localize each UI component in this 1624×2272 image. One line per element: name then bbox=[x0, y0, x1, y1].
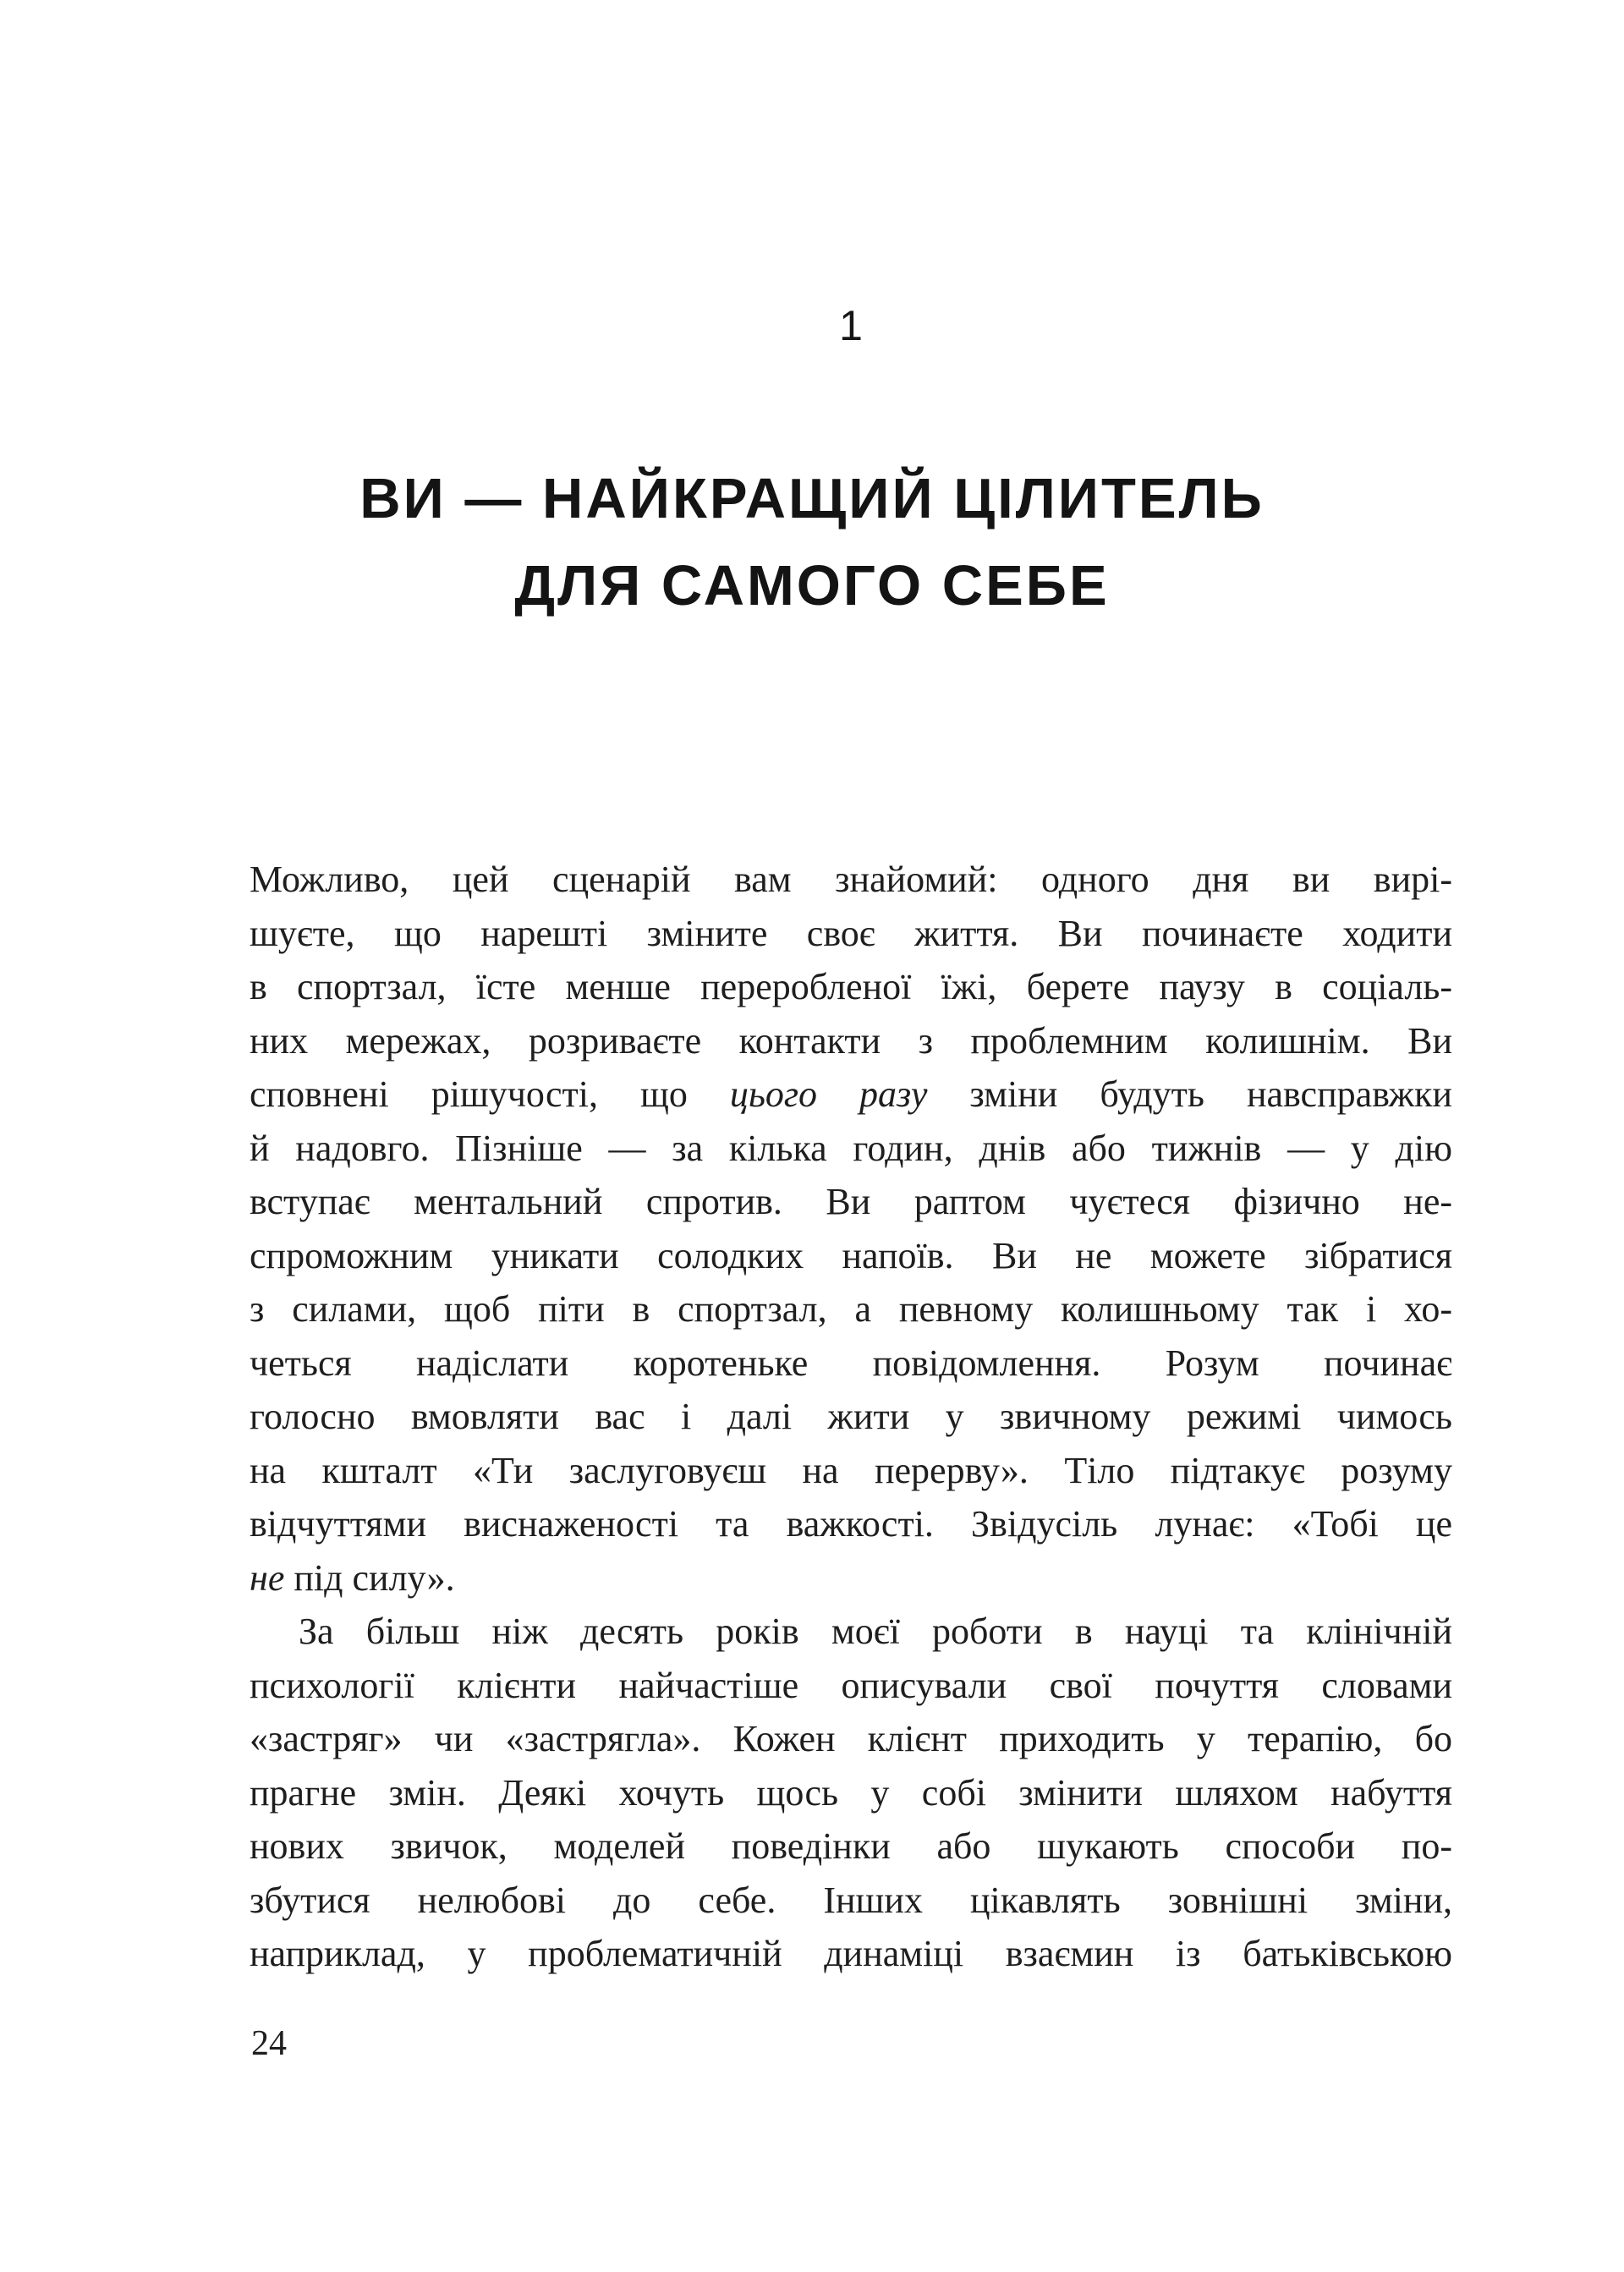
text-line bbox=[250, 1122, 1452, 1176]
text-run: в спортзал, їсте менше переробленої їжі, берете паузу в соціаль- bbox=[250, 966, 1452, 1007]
text-run: зміни будуть навсправжки bbox=[927, 1073, 1452, 1115]
text-line bbox=[250, 1712, 1452, 1766]
page-number: 24 bbox=[251, 2024, 287, 2063]
text-line bbox=[250, 1605, 1452, 1659]
text-run: них мережах, розриваєте контакти з проблемним колишнім. Ви bbox=[250, 1019, 1452, 1062]
text-line bbox=[250, 1659, 1452, 1713]
text-line bbox=[250, 853, 1452, 907]
italic-text-run: не bbox=[250, 1556, 285, 1599]
text-run: з силами, щоб піти в спортзал, а певному колишньому так і хо- bbox=[250, 1288, 1452, 1330]
paragraph bbox=[250, 853, 1452, 1605]
text-run: під силу». bbox=[284, 1556, 455, 1599]
text-line bbox=[250, 1014, 1452, 1068]
text-run: на кшталт «Ти заслуговуєш на перерву». Тіло підтакує розуму bbox=[250, 1449, 1452, 1491]
chapter-title bbox=[131, 455, 1493, 629]
chapter-title-line-2: ДЛЯ САМОГО СЕБЕ bbox=[514, 554, 1110, 617]
text-run: й надовго. Пізніше — за кілька годин, днів або тижнів — у дію bbox=[250, 1127, 1452, 1169]
text-run: наприклад, у проблематичній динаміці взаємин із батьківською bbox=[250, 1933, 1452, 1974]
text-run: голосно вмовляти вас і далі жити у звичному режимі чимось bbox=[250, 1396, 1452, 1437]
body-text bbox=[250, 853, 1452, 1981]
text-line bbox=[250, 1497, 1452, 1551]
text-line bbox=[250, 1766, 1452, 1820]
text-line bbox=[250, 960, 1452, 1014]
text-line bbox=[250, 1282, 1452, 1336]
text-run: Можливо, цей сценарій вам знайомий: одного дня ви вирі- bbox=[250, 859, 1452, 900]
text-line bbox=[250, 1175, 1452, 1229]
text-run: сповнені рішучості, що bbox=[250, 1073, 730, 1115]
chapter-title-line-1: ВИ — НАЙКРАЩИЙ ЦІЛИТЕЛЬ bbox=[359, 467, 1265, 530]
text-line bbox=[250, 907, 1452, 961]
chapter-number: 1 bbox=[839, 302, 863, 349]
text-run: За більш ніж десять років моєї роботи в науці та клінічній bbox=[299, 1611, 1452, 1652]
text-line bbox=[250, 1067, 1452, 1122]
text-line bbox=[250, 1336, 1452, 1391]
text-run: спроможним уникати солодких напоїв. Ви не можете зібратися bbox=[250, 1234, 1452, 1276]
text-line bbox=[250, 1390, 1452, 1444]
text-line bbox=[250, 1819, 1452, 1874]
text-run: відчуттями виснаженості та важкості. Звідусіль лунає: «Тобі це bbox=[250, 1503, 1452, 1545]
text-run: нових звичок, моделей поведінки або шукають способи по- bbox=[250, 1825, 1452, 1867]
text-run: «застряг» чи «застрягла». Кожен клієнт приходить у терапію, бо bbox=[250, 1718, 1452, 1759]
text-run: вступає ментальний спротив. Ви раптом чуєтеся фізично не- bbox=[250, 1181, 1452, 1222]
text-line bbox=[250, 1444, 1452, 1498]
italic-text-run: цього разу bbox=[729, 1073, 928, 1115]
text-line bbox=[250, 1229, 1452, 1283]
text-run: шуєте, що нарешті зміните своє життя. Ви починаєте ходити bbox=[250, 912, 1452, 954]
text-run: збутися нелюбові до себе. Інших цікавлять зовнішні зміни, bbox=[250, 1879, 1452, 1921]
text-run: четься надіслати коротеньке повідомлення. Розум починає bbox=[250, 1342, 1452, 1384]
text-line bbox=[250, 1551, 1452, 1605]
paragraph bbox=[250, 1605, 1452, 1981]
text-line bbox=[250, 1927, 1452, 1981]
text-run: прагне змін. Деякі хочуть щось у собі змінити шляхом набуття bbox=[250, 1771, 1452, 1814]
text-run: психології клієнти найчастіше описували свої почуття словами bbox=[250, 1664, 1452, 1706]
text-line bbox=[250, 1874, 1452, 1928]
